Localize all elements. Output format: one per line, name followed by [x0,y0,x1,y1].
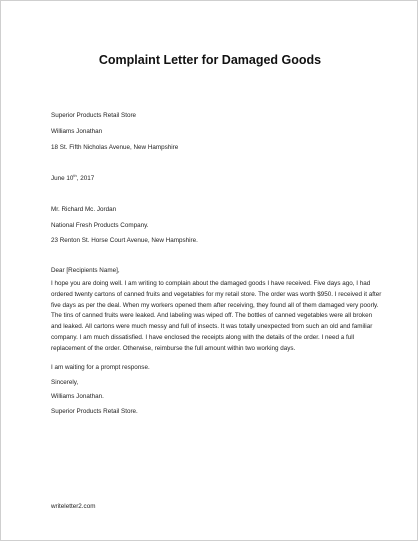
letter-date [51,172,95,183]
signer-name: Williams Jonathan. [51,393,104,400]
date-year: , 2017 [76,175,95,182]
signoff: Sincerely, [51,379,79,386]
recipient-company: National Fresh Products Company. [51,222,149,229]
date-month-day: June 10 [51,175,74,182]
body-paragraph: I hope you are doing well. I am writing to complain about the damaged goods I have received. Five days ago, I had ordered twenty cartons of canned fruits and vegetables for my retail store. The order was worth $950. I received it after five days as per the deal. When my workers opened them after receiving, they found all of them damaged very poorly. The tins of canned fruits were leaked. And labeling was wiped off. The bottles of canned vegetables were all broken and leaked. All cartons were much messy and full of insects. It was totally unexpected from such an old and familiar company. I am much dissatisfied. I have enclosed the receipts along with the details of the order. I need a full replacement of the order. Otherwise, reimburse the full amount within two working days. [51,280,382,352]
sender-name: Williams Jonathan [51,128,103,135]
salutation: Dear [Recipients Name], [51,267,120,274]
sender-company: Superior Products Retail Store [51,112,137,119]
letter-title: Complaint Letter for Damaged Goods [98,53,322,67]
closing-line: I am waiting for a prompt response. [51,364,150,371]
recipient-name: Mr. Richard Mc. Jordan [51,206,117,213]
footer-website: writeletter2.com [51,503,96,510]
sender-address: 18 St. Fifth Nicholas Avenue, New Hampshire [51,144,179,151]
signer-company: Superior Products Retail Store. [51,408,138,415]
date-suffix: th [73,172,77,178]
recipient-address: 23 Renton St. Horse Court Avenue, New Hampshire. [51,237,198,244]
